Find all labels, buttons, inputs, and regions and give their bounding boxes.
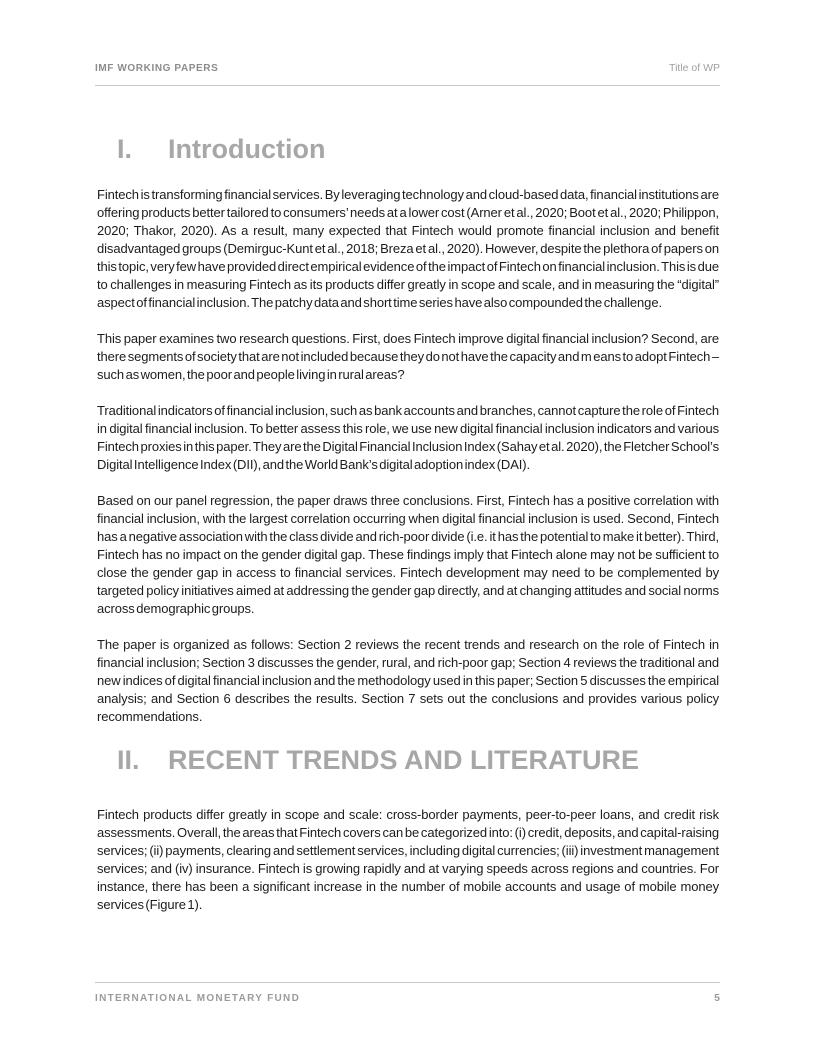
section-2-title: RECENT TRENDS AND LITERATURE	[168, 745, 639, 775]
header-right-label: Title of WP	[669, 62, 720, 74]
paragraph: The paper is organized as follows: Section 2 reviews the recent trends and research on the role of Fintech in financial inclusion; Section 3 discusses the gender, rural, and rich-poor gap; Section 4 reviews the traditional and new indices of digital financial inclusion and the methodology used in this paper; Section 5 discusses the empirical analysis; and Section 6 describes the results. Section 7 sets out the conclusions and provides various policy recommendations.	[97, 637, 719, 724]
paragraph: This paper examines two research questions. First, does Fintech improve digital financial inclusion? Second, are there segments of society that are not included because they do not have the capacity and m eans to adopt Fintech – such as women, the poor and people living in rural areas?	[97, 331, 719, 382]
paragraph: Based on our panel regression, the paper draws three conclusions. First, Fintech has a positive correlation with financial inclusion, with the largest correlation occurring when digital financial inclusion is used. Second, Fintech has a negative association with the class divide and rich-poor divide (i.e. it has the potential to make it better). Third, Fintech has no impact on the gender digital gap. These findings imply that Fintech alone may not be sufficient to close the gender gap in access to financial services. Fintech development may need to be complemented by targeted policy initiatives aimed at addressing the gender gap directly, and at changing attitudes and social norms across demographic groups.	[97, 493, 719, 616]
section-1-number: I.	[117, 134, 133, 164]
paragraph: Fintech is transforming financial services. By leveraging technology and cloud-based data, financial institutions are offering products better tailored to consumers’ needs at a lower cost (Arner et al., 2020; Boot et al., 2020; Philippon, 2020; Thakor, 2020). As a result, many expected that Fintech would promote financial inclusion and benefit disadvantaged groups (Demirguc-Kunt et al., 2018; Breza et al., 2020). However, despite the plethora of papers on this topic, very few have provided direct empirical evidence of the impact of Fintech on financial inclusion. This is due to challenges in measuring Fintech as its products differ greatly in scope and scale, and in measuring the “digital” aspect of financial inclusion. The patchy data and short time series have also compounded the challenge.	[97, 187, 719, 310]
footer-left-label: INTERNATIONAL MONETARY FUND	[95, 993, 301, 1004]
section-1-heading	[97, 133, 719, 165]
paragraph: Traditional indicators of financial inclusion, such as bank accounts and branches, cannot capture the role of Fintech in digital financial inclusion. To better assess this role, we use new digital financial inclusion indicators and various Fintech proxies in this paper. They are the Digital Financial Inclusion Index (Sahay et al. 2020), the Fletcher School’s Digital Intelligence Index (DII), and the World Bank’s digital adoption index (DAI).	[97, 403, 719, 472]
page-footer	[95, 982, 720, 1004]
section-2-number: II.	[117, 745, 140, 775]
section-1-title: Introduction	[168, 134, 326, 164]
footer-page-number: 5	[714, 992, 720, 1004]
page-content	[97, 89, 719, 932]
page-header	[95, 62, 720, 86]
header-left-label: IMF WORKING PAPERS	[95, 63, 219, 74]
paragraph: Fintech products differ greatly in scope and scale: cross-border payments, peer-to-peer loans, and credit risk assessments. Overall, the areas that Fintech covers can be categorized into: (i) credit, deposits, and capital-raising services; (ii) payments, clearing and settlement services, including digital currencies; (iii) investment management services; and (iv) insurance. Fintech is growing rapidly and at varying speeds across regions and countries. For instance, there has been a significant increase in the number of mobile accounts and usage of mobile money services (Figure 1).	[97, 807, 719, 912]
section-2-heading	[97, 744, 719, 776]
